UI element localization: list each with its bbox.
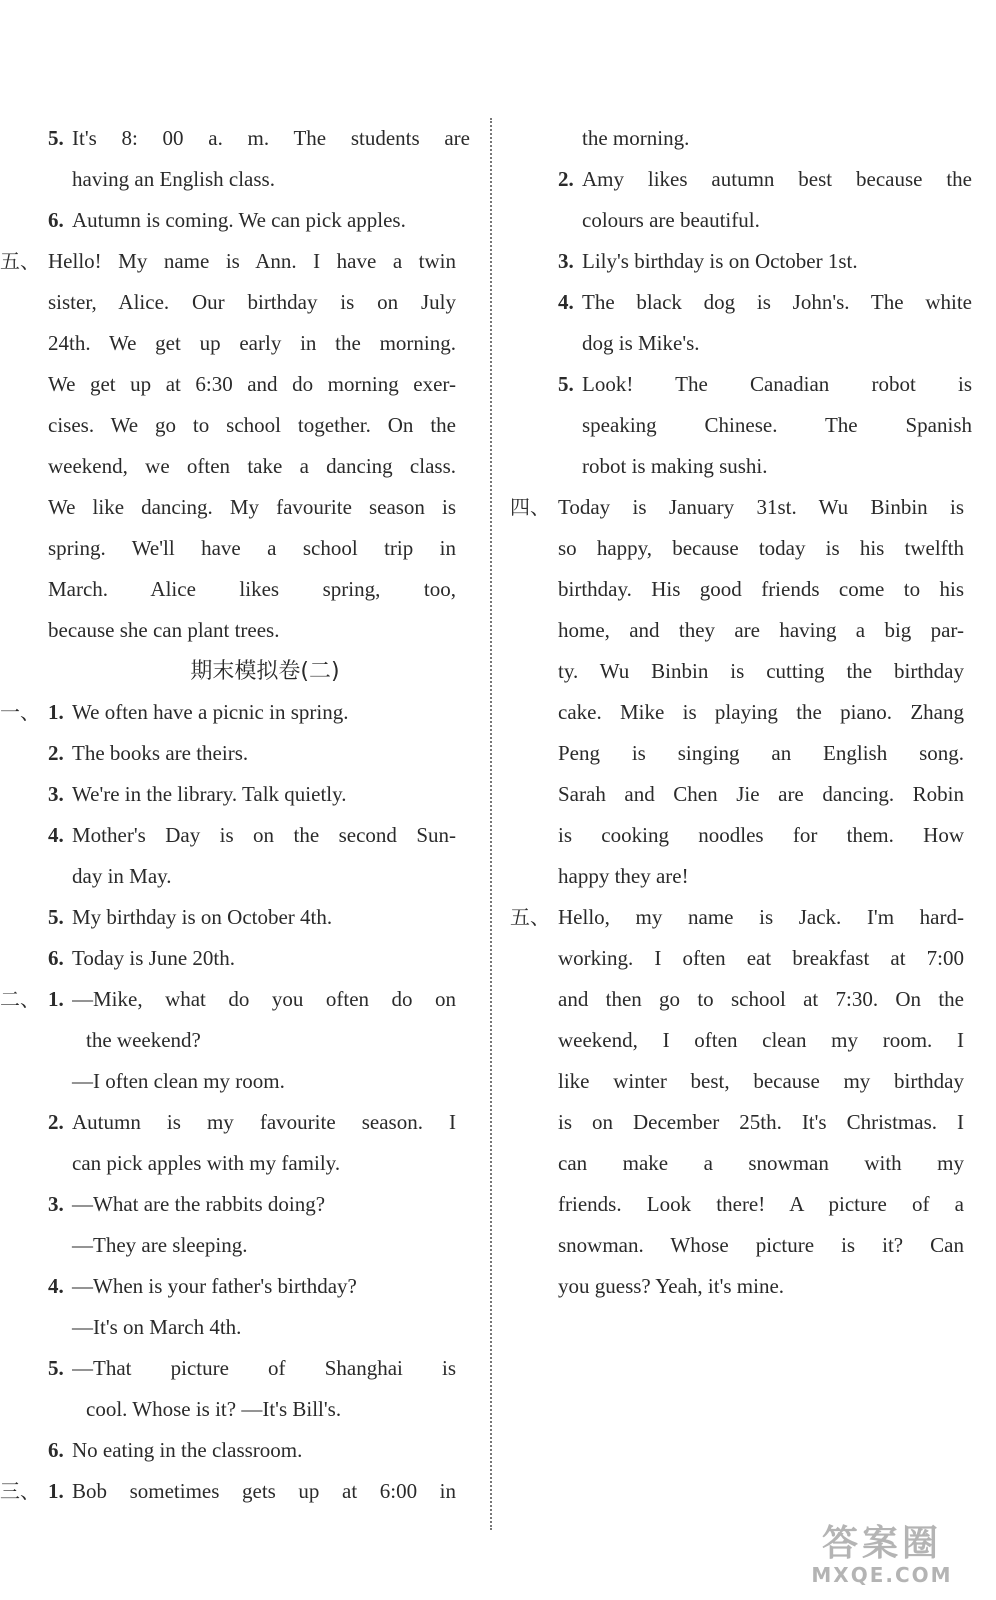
list-item: 5. It's 8: 00 a. m. The students are having an English class. (48, 126, 470, 191)
section-5-passage: 五、 Hello, my name is Jack. I'm hard- working. I often eat breakfast at 7:00 and then go to school at 7:30. On the weekend, I often clean my room. I like winter best, because my birthday is on December 25th. It's Christmas. I can make a snowman with my friends. Look there! A picture of a snowman. Whose picture is it? Can you guess? Yeah, it's mine. (510, 897, 972, 1307)
right-column (510, 118, 972, 1307)
list-item: 1. We often have a picnic in spring. (48, 700, 349, 724)
list-item: 3. —What are the rabbits doing? —They are sleeping. (48, 1192, 326, 1257)
right-continuation: the morning. 2. Amy likes autumn best because the colours are beautiful. 3. Lily's birthday is on October 1st. 4. The black dog is John's. The white dog is Mike's. 5. Look! The Canadian robot is speaking Chinese. The Spanish robot is making sushi. (510, 118, 972, 487)
section-3 (0, 1471, 470, 1512)
section-label: 一、 (0, 700, 40, 724)
list-item: 6. No eating in the classroom. (48, 1438, 303, 1462)
section-heading: 期末模拟卷(二) (190, 659, 340, 684)
section-4-passage: 四、 Today is January 31st. Wu Binbin is so happy, because today is his twelfth birthday. His good friends come to his home, and they are having a big par- ty. Wu Binbin is cutting the birthday cake. Mike is playing the piano. Zhang Peng is singing an English song. Sarah and Chen Jie are dancing. Robin is cooking noodles for them. How happy they are! (510, 487, 972, 897)
section-label: 五、 (510, 905, 550, 929)
section-label: 三、 (0, 1479, 40, 1503)
list-item: 3. We're in the library. Talk quietly. (48, 782, 347, 806)
list-item: 2. The books are theirs. (48, 741, 249, 765)
list-item: 2. Autumn is my favourite season. I can pick apples with my family. (48, 1110, 456, 1175)
left-continuation (0, 118, 470, 241)
list-item: 1. Bob sometimes gets up at 6:00 in (48, 1479, 456, 1503)
section-5-passage: 五、 Hello! My name is Ann. I have a twin sister, Alice. Our birthday is on July 24th. We get up early in the morning. We get up at 6:30 and do morning exer- cises. We go to school together. On the weekend, we often take a dancing class. We like dancing. My favourite season is spring. We'll have a school trip in March. Alice likes spring, too, because she can plant trees. (0, 241, 470, 651)
list-item: 1. —Mike, what do you often do on the weekend? —I often clean my room. (48, 987, 456, 1093)
section-1 (0, 692, 470, 979)
list-item: 5. Look! The Canadian robot is speaking Chinese. The Spanish robot is making sushi. (558, 372, 972, 478)
left-column (0, 118, 470, 1512)
list-item: 6. Today is June 20th. (48, 946, 236, 970)
section-label: 四、 (510, 495, 550, 519)
list-item: 2. Amy likes autumn best because the colours are beautiful. (558, 167, 972, 232)
column-divider (490, 118, 492, 1530)
list-item: 3. Lily's birthday is on October 1st. (558, 249, 858, 273)
watermark-logo: 答案圈 MXQE.COM (811, 1523, 953, 1587)
section-2 (0, 979, 470, 1471)
section-label: 二、 (0, 987, 40, 1011)
section-label: 五、 (0, 249, 40, 273)
list-item: 4. —When is your father's birthday? —It's on March 4th. (48, 1274, 357, 1339)
list-item: 4. Mother's Day is on the second Sun- day in May. (48, 823, 456, 888)
list-item: 5. —That picture of Shanghai is cool. Whose is it? —It's Bill's. (48, 1356, 456, 1421)
list-item: 5. My birthday is on October 4th. (48, 905, 333, 929)
list-item: 4. The black dog is John's. The white dog is Mike's. (558, 290, 972, 355)
list-item: 6. Autumn is coming. We can pick apples. (48, 208, 406, 232)
